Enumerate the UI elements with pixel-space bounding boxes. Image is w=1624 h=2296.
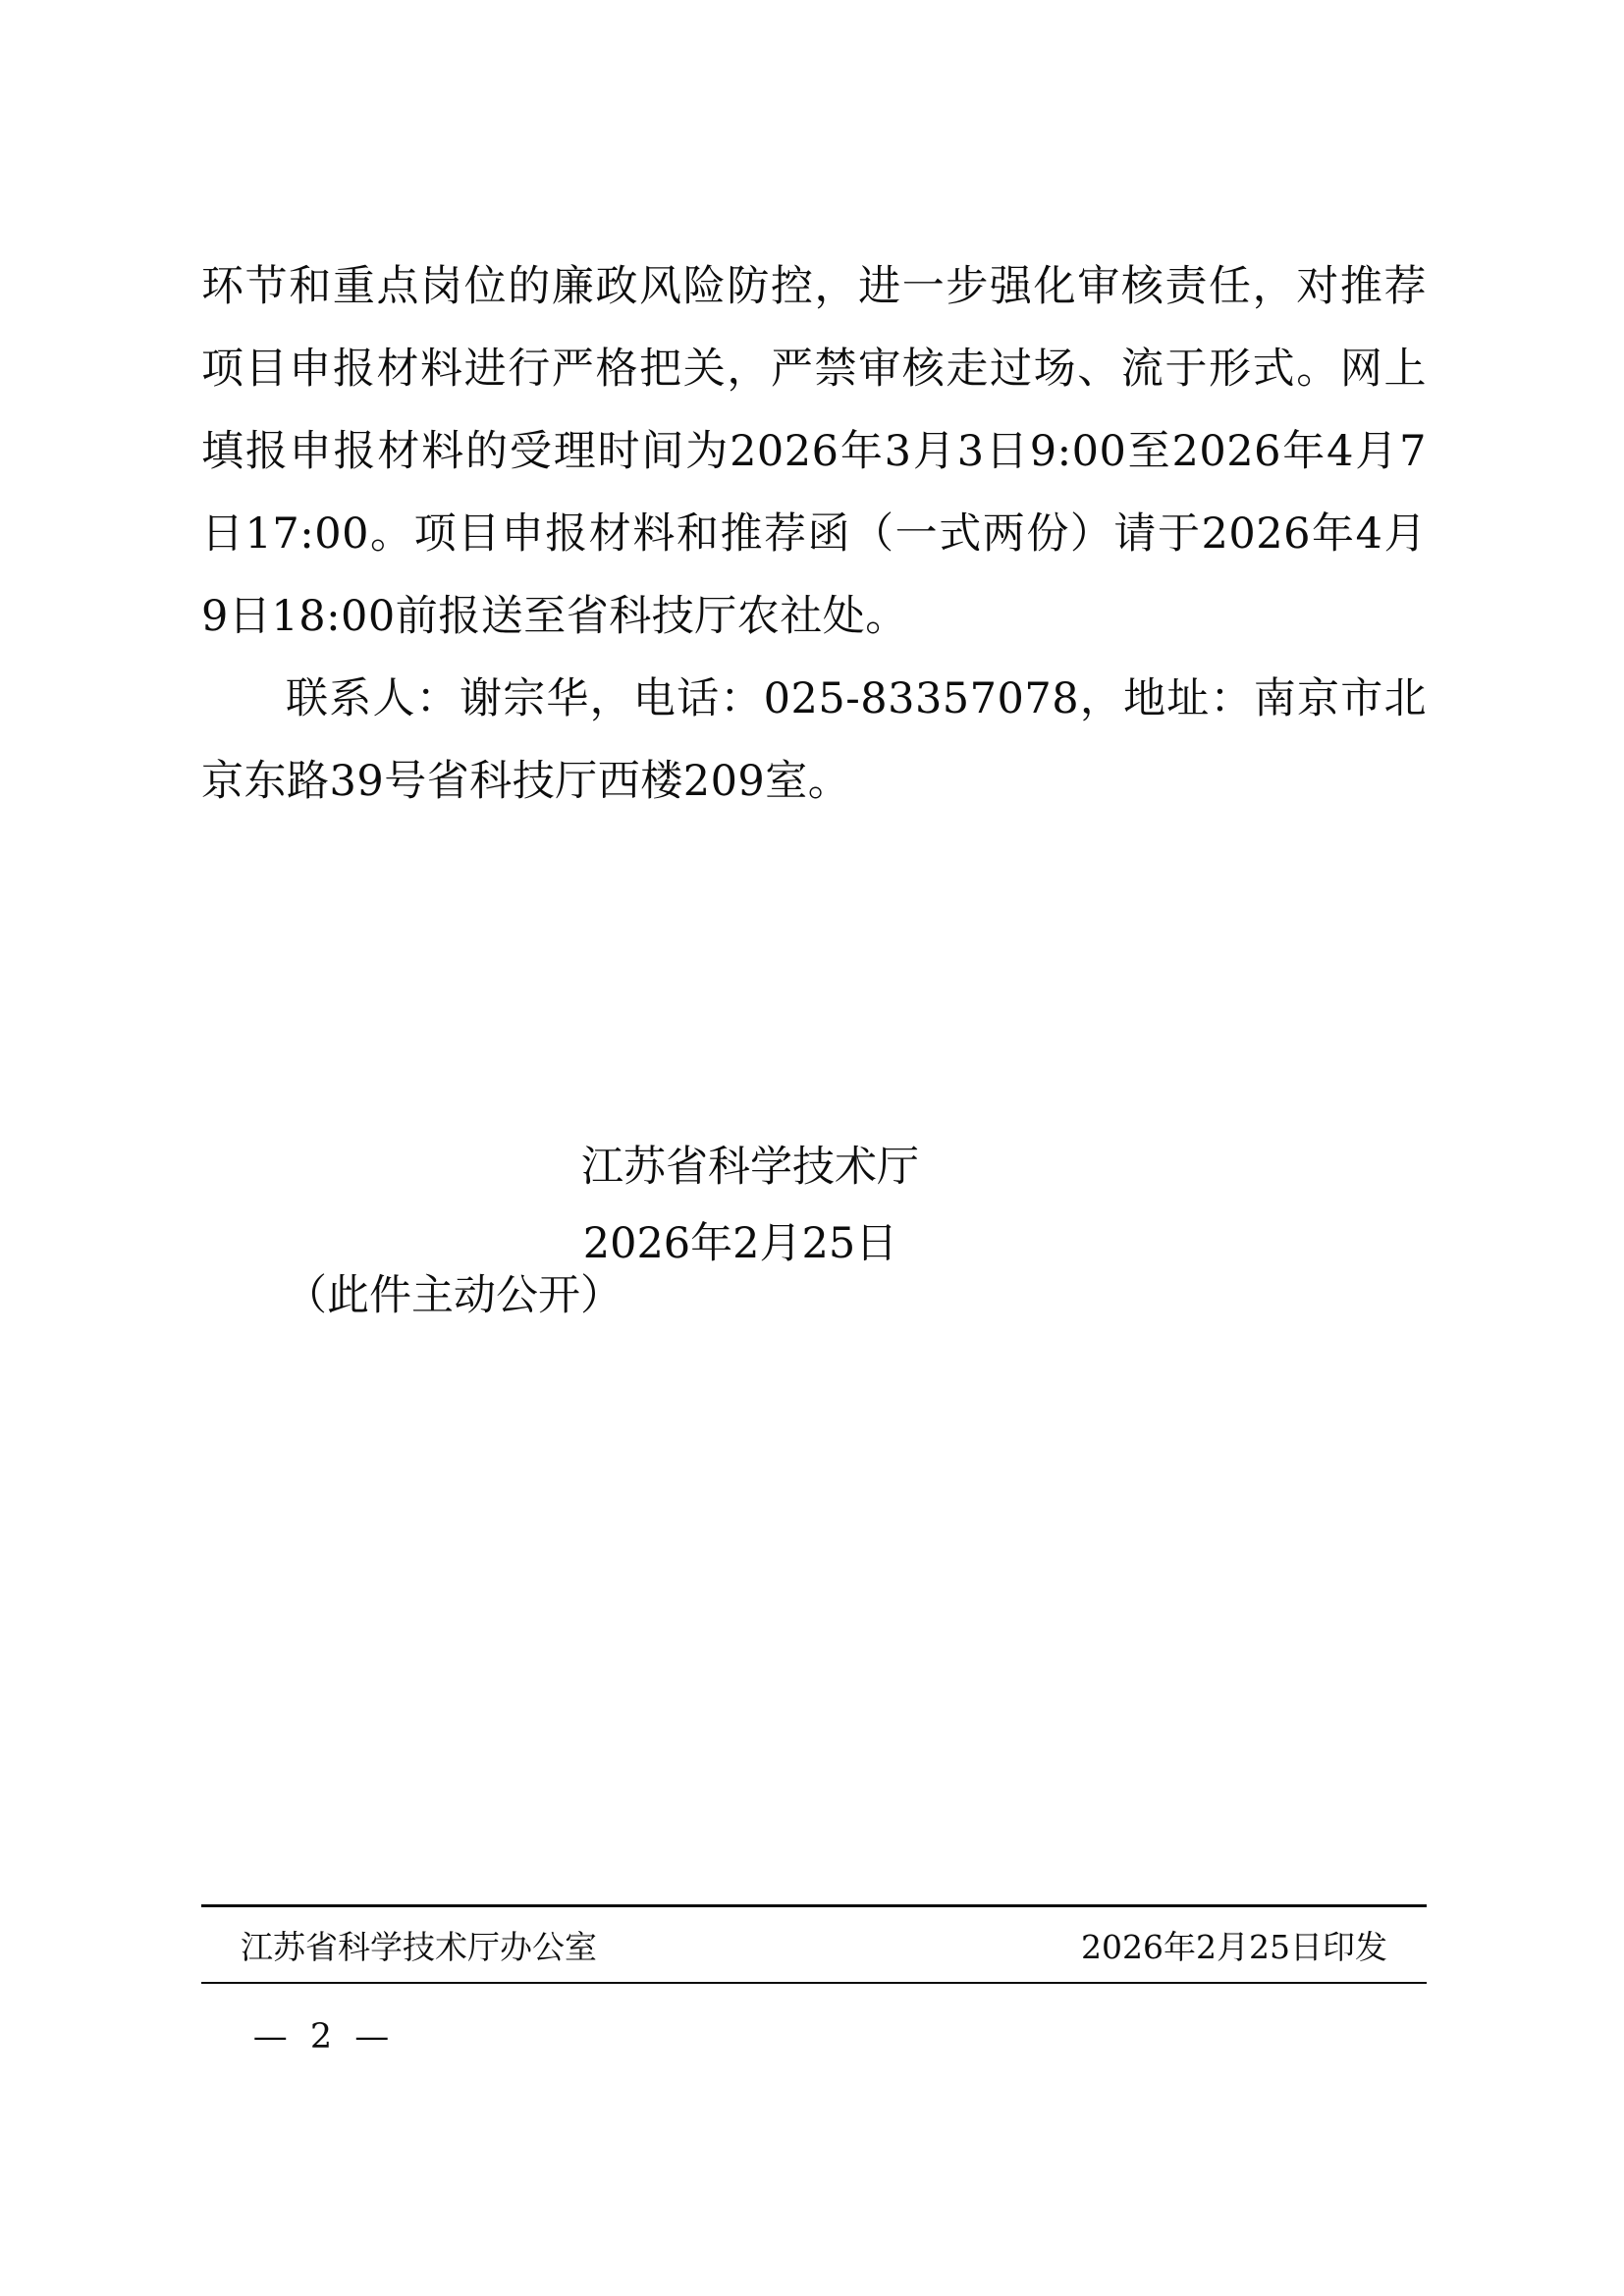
page-footer [201, 1904, 1427, 1984]
signature-date: 2026年2月25日 [582, 1219, 898, 1268]
document-body [201, 245, 1427, 823]
signature-block [201, 1129, 1427, 1282]
paragraph-2: 联系人：谢宗华，电话：025-83357078，地址：南京市北京东路39号省科技厅西楼209室。 [201, 674, 1427, 806]
page-number: — 2 — [252, 2017, 396, 2056]
signature-issuer: 江苏省科学技术厅 [581, 1143, 919, 1192]
paragraph-1: 环节和重点岗位的廉政风险防控，进一步强化审核责任，对推荐项目申报材料进行严格把关，严禁审核走过场、流于形式。网上填报申报材料的受理时间为2026年3月3日9:00至2026年4月7日17:00。项目申报材料和推荐函（一式两份）请于2026年4月9日18:00前报送至省科技厅农社处。 [201, 262, 1427, 641]
footer-rule-bottom [201, 1982, 1427, 1984]
public-disclosure-note: （此件主动公开） [285, 1271, 623, 1320]
footer-row [201, 1907, 1427, 1972]
footer-print-date: 2026年2月25日印发 [1081, 1928, 1387, 1966]
footer-office: 江苏省科学技术厅办公室 [241, 1928, 597, 1966]
